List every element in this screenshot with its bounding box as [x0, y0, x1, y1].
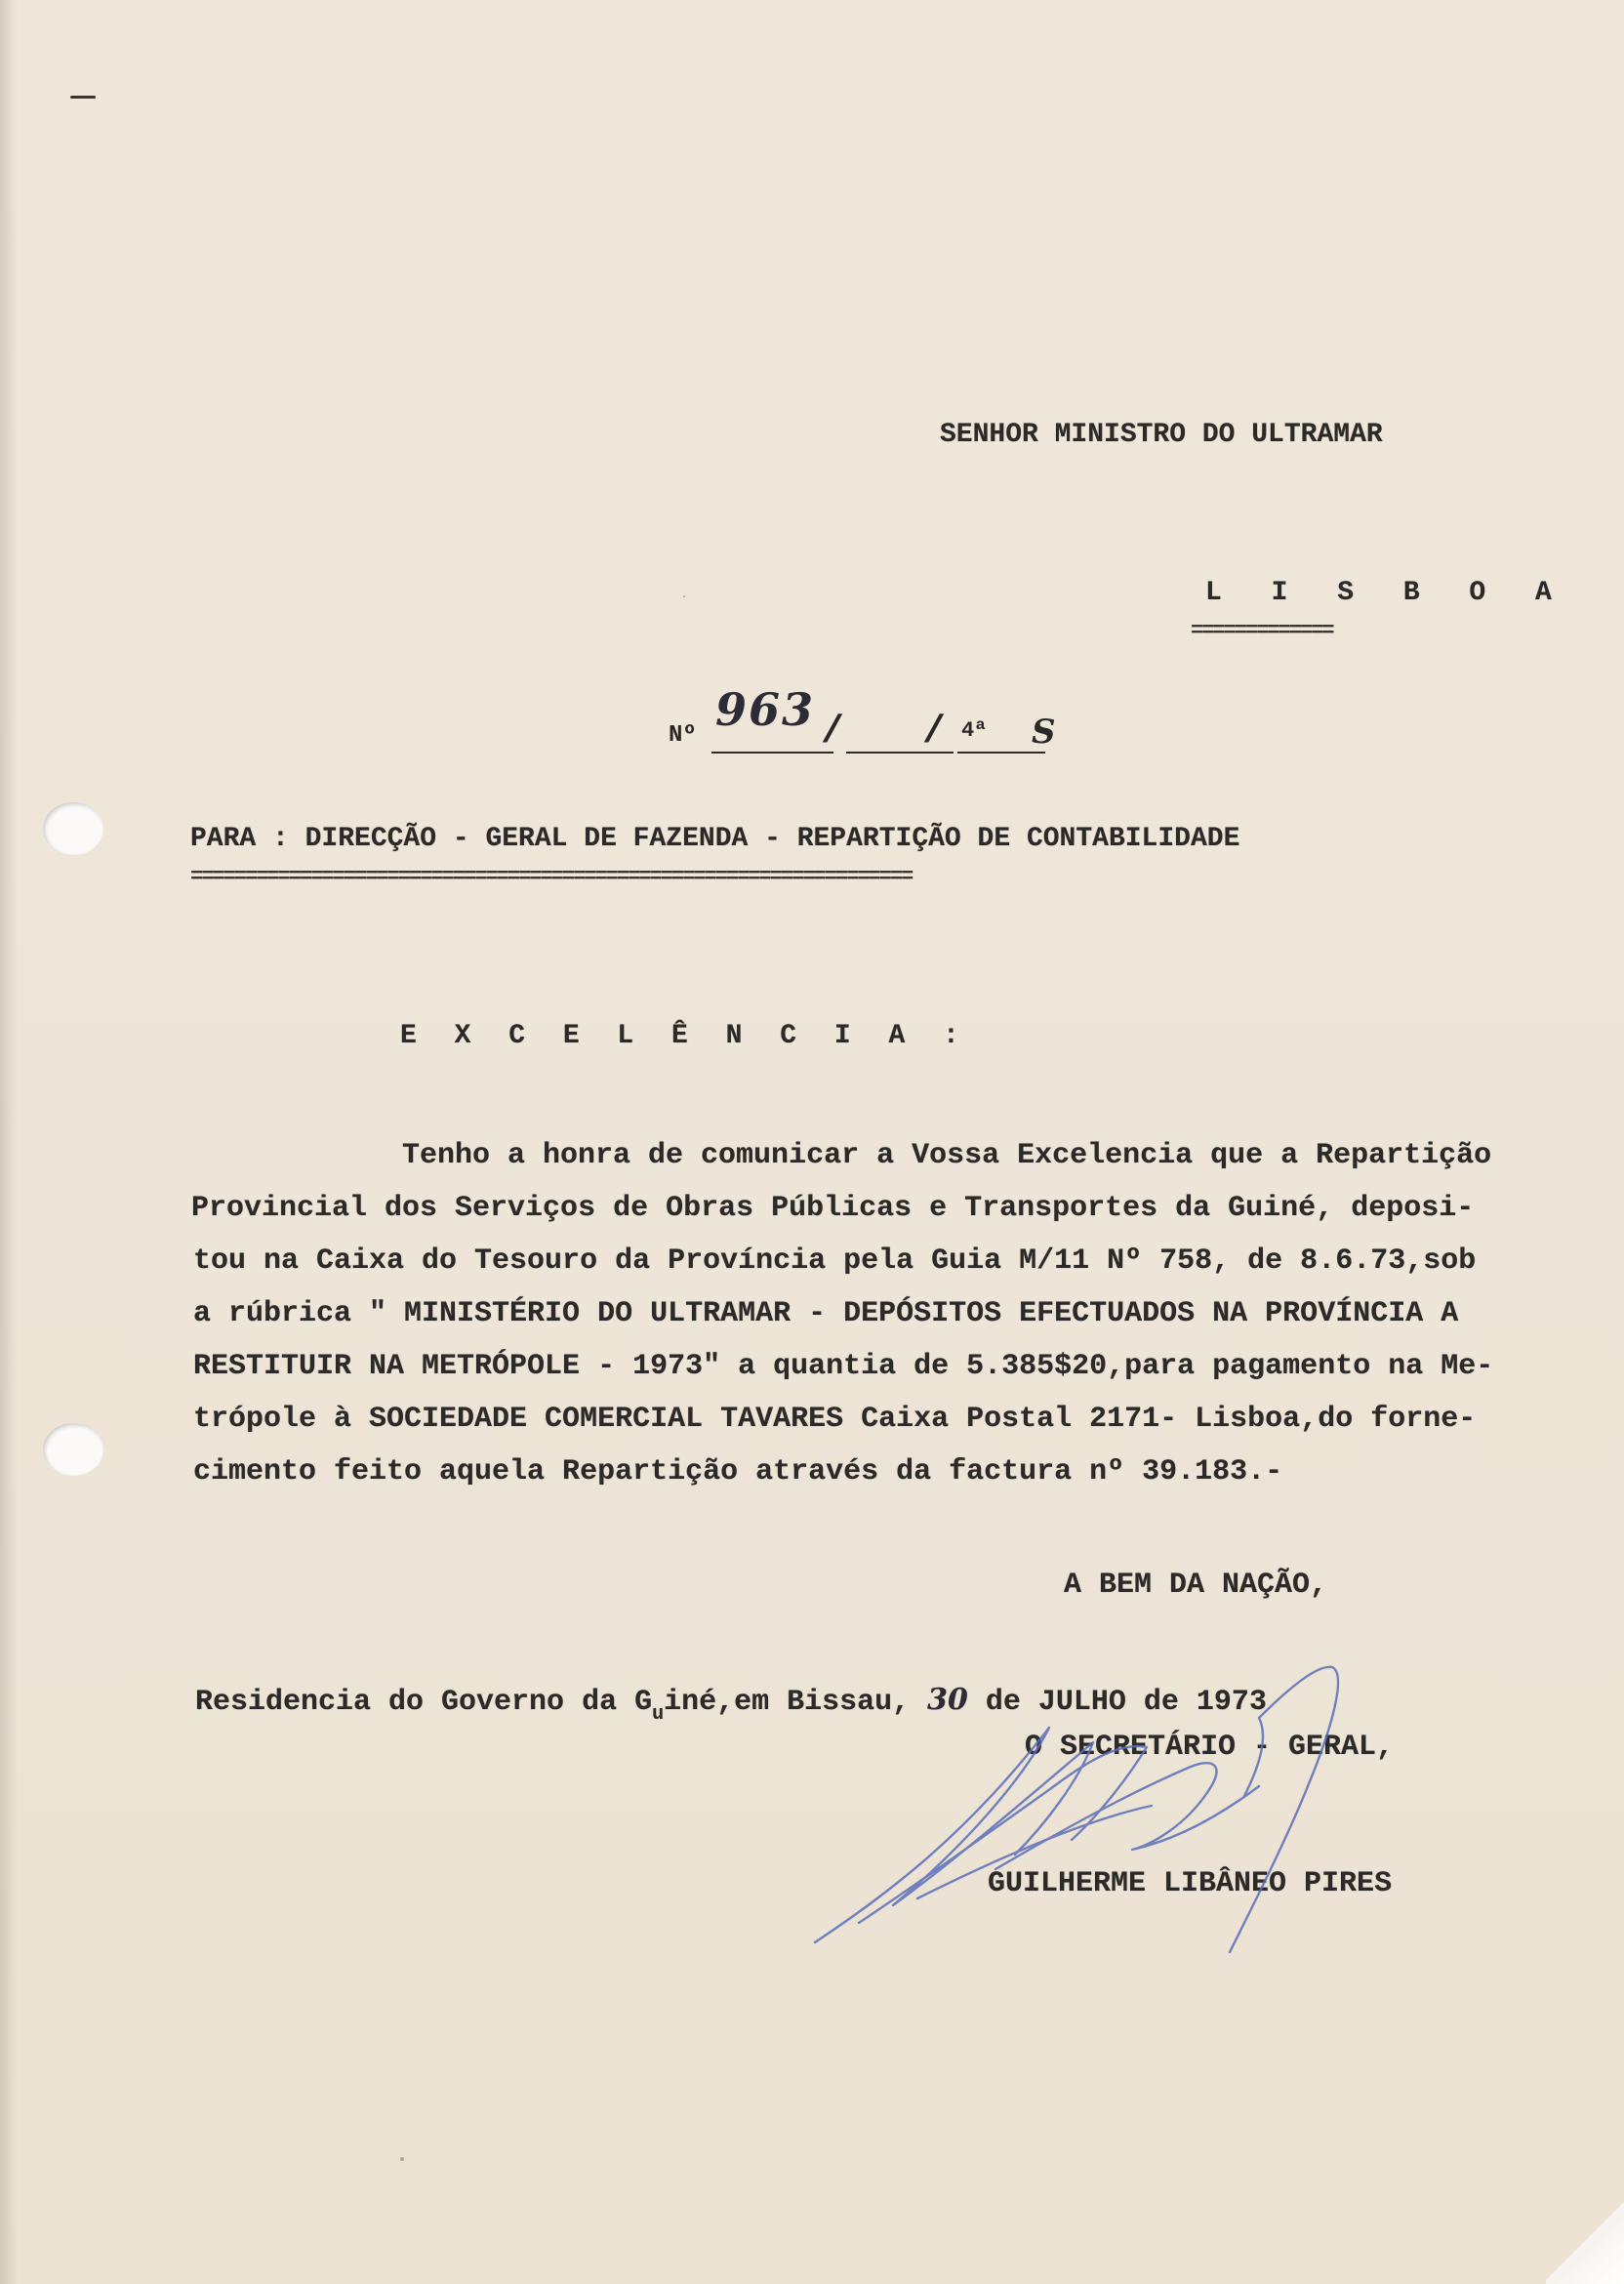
reference-number-value: 963	[715, 683, 816, 736]
reference-line-3	[957, 752, 1045, 754]
date-suffix: de JULHO de 1973	[967, 1686, 1267, 1719]
date-day: 30	[927, 1683, 968, 1717]
punch-hole-bottom	[43, 1423, 103, 1476]
corner-mark	[70, 96, 96, 99]
addressee-line: PARA : DIRECÇÃO - GERAL DE FAZENDA - REPARTIÇÃO DE CONTABILIDADE	[190, 824, 1240, 854]
body-line-6: trópole à SOCIEDADE COMERCIAL TAVARES Caixa Postal 2171- Lisboa,do forne-	[193, 1403, 1477, 1436]
addressee-underline: ==================================================================	[190, 867, 913, 888]
closing: A BEM DA NAÇÃO,	[1064, 1569, 1328, 1602]
place-rest: iné,em Bissau,	[664, 1686, 928, 1719]
signatory-name: GUILHERME LIBÂNEO PIRES	[988, 1867, 1393, 1900]
recipient-city-underline: =============	[1191, 621, 1333, 642]
paper-speck	[683, 595, 685, 597]
body-line-2: Provincial dos Serviços de Obras Públicas e Transportes da Guiné, deposi-	[191, 1192, 1475, 1225]
punch-hole-top	[43, 802, 103, 855]
reference-section: 4ª	[961, 718, 988, 743]
reference-slash-2: /	[922, 711, 947, 755]
body-line-3: tou na Caixa do Tesouro da Província pela Guia M/11 Nº 758, de 8.6.73,sob	[193, 1244, 1477, 1278]
signature-stroke-3	[995, 1763, 1259, 1869]
recipient-title: SENHOR MINISTRO DO ULTRAMAR	[940, 420, 1383, 450]
place-prefix: Residencia do Governo da G	[195, 1686, 653, 1719]
reference-handwritten-mark: S	[1032, 713, 1056, 752]
paper-speck	[400, 2157, 404, 2161]
recipient-city: L I S B O A	[1205, 578, 1568, 608]
body-line-1: Tenho a honra de comunicar a Vossa Excelencia que a Repartição	[402, 1139, 1492, 1172]
reference-slash-1: /	[821, 711, 845, 755]
body-line-7: cimento feito aquela Repartição através da factura nº 39.183.-	[193, 1455, 1283, 1489]
salutation: E X C E L Ê N C I A :	[400, 1021, 970, 1051]
body-line-4: a rúbrica " MINISTÉRIO DO ULTRAMAR - DEPÓSITOS EFECTUADOS NA PROVÍNCIA A	[193, 1297, 1459, 1330]
body-line-5: RESTITUIR NA METRÓPOLE - 1973" a quantia de 5.385$20,para pagamento na Me-	[193, 1350, 1494, 1383]
signatory-role: O SECRETÁRIO - GERAL,	[1025, 1731, 1395, 1764]
page-curl	[1546, 2196, 1624, 2284]
reference-line-1	[711, 752, 833, 754]
page-edge-shadow	[0, 0, 18, 2284]
reference-label: Nº	[669, 722, 697, 749]
place-sub-letter: u	[652, 1703, 665, 1726]
place-date	[195, 1683, 1267, 1726]
reference-number	[669, 683, 1078, 761]
